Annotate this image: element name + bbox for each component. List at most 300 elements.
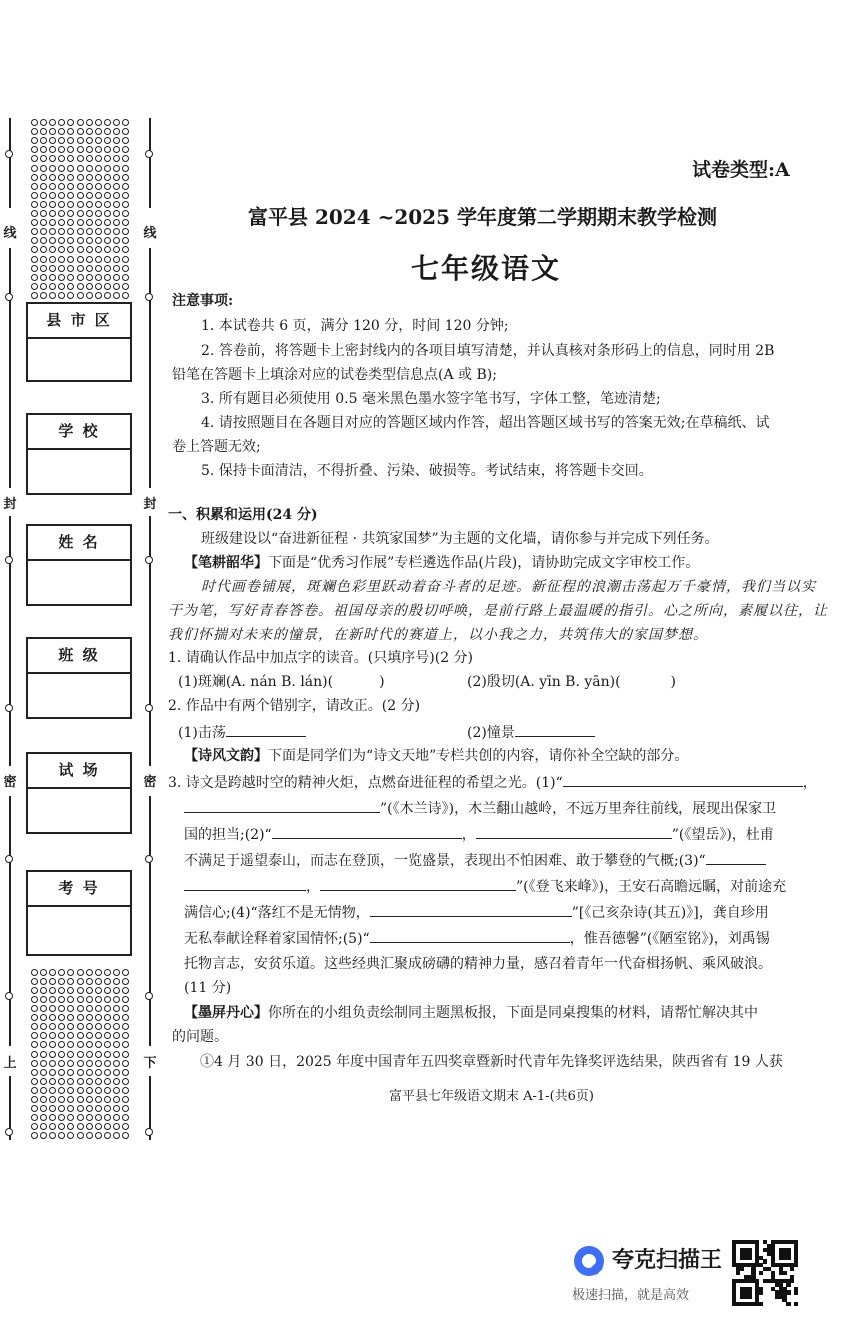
seal-dot	[49, 210, 56, 217]
seal-dot	[104, 128, 111, 135]
qr-module	[794, 1263, 798, 1267]
seal-dot	[31, 1051, 38, 1058]
seal-dot-pattern-top	[30, 118, 130, 300]
qr-module	[759, 1271, 763, 1275]
answer-blank[interactable]	[370, 928, 570, 943]
seal-dot	[31, 978, 38, 985]
question-3-line: (11 分)	[184, 980, 232, 996]
seal-dot	[113, 219, 120, 226]
qr-module	[748, 1256, 752, 1260]
class-field[interactable]	[26, 637, 132, 719]
seal-dot	[77, 1132, 84, 1139]
note-item: 4. 请按照题目在各题目对应的答题区域内作答，超出答题区域书写的答案无效;在草稿纸、试	[201, 415, 770, 431]
seal-dot	[113, 183, 120, 190]
seal-dot	[122, 174, 129, 181]
seal-dot	[95, 146, 102, 153]
seal-dot	[58, 119, 65, 126]
task-2	[184, 746, 688, 766]
seal-dot	[113, 246, 120, 253]
seal-dot	[49, 1105, 56, 1112]
seal-dot	[49, 1005, 56, 1012]
seal-dot	[122, 265, 129, 272]
inner-seal-line	[149, 796, 151, 1046]
seal-dot	[40, 1032, 47, 1039]
seal-dot	[58, 155, 65, 162]
seal-dot	[77, 987, 84, 994]
seal-dot	[113, 174, 120, 181]
seal-dot	[86, 1023, 93, 1030]
essay-line: 时代画卷铺展，斑斓色彩里跃动着奋斗者的足迹。新征程的浪潮击荡起万千豪情，我们当以实	[201, 579, 816, 595]
seal-dot	[113, 201, 120, 208]
seal-dot	[77, 969, 84, 976]
seal-dot	[104, 1005, 111, 1012]
seal-dot	[104, 1032, 111, 1039]
note-item: 卷上答题无效;	[172, 439, 261, 455]
seal-dot	[122, 210, 129, 217]
seal-dot	[40, 119, 47, 126]
seal-dot	[40, 128, 47, 135]
seal-dot	[95, 996, 102, 1003]
question-3-text: 无私奉献诠释着家国情怀;(5)“	[184, 931, 370, 947]
inner-mark-line: 线	[143, 226, 157, 241]
question-2: 2. 作品中有两个错别字，请改正。(2 分)	[168, 698, 421, 714]
seal-dot	[113, 128, 120, 135]
county-field[interactable]	[26, 302, 132, 382]
seal-dot	[95, 1005, 102, 1012]
scanner-logo-icon	[574, 1246, 604, 1276]
seal-dot	[95, 1041, 102, 1048]
seal-dot	[49, 228, 56, 235]
seal-dot	[113, 1014, 120, 1021]
seal-dot	[31, 219, 38, 226]
seal-dot	[58, 256, 65, 263]
seal-dot	[77, 1060, 84, 1067]
seal-dot	[95, 155, 102, 162]
seal-dot	[67, 1051, 74, 1058]
outer-seal-line	[9, 796, 11, 1046]
qr-module	[790, 1267, 794, 1271]
seal-dot	[77, 155, 84, 162]
seal-dot	[122, 1078, 129, 1085]
qr-module	[736, 1271, 740, 1275]
seal-dot	[58, 1005, 65, 1012]
seal-dot	[122, 228, 129, 235]
seal-dot	[31, 237, 38, 244]
qr-code-icon	[732, 1240, 798, 1306]
seal-dot	[58, 1123, 65, 1130]
seal-dot	[77, 1051, 84, 1058]
question-3-line: 托物言志，安贫乐道。这些经典汇聚成磅礴的精神力量，感召着青年一代奋楫扬帆、乘风破浪。	[184, 956, 772, 972]
seal-dot	[77, 246, 84, 253]
seal-dot	[104, 192, 111, 199]
seal-dot	[49, 219, 56, 226]
seal-dot	[58, 183, 65, 190]
seal-dot	[49, 1023, 56, 1030]
seal-dot	[95, 987, 102, 994]
exam-title: 富平县 2024 ~2025 学年度第二学期期末教学检测	[248, 205, 717, 229]
seal-dot	[104, 237, 111, 244]
seal-dot	[31, 1069, 38, 1076]
seal-dot	[122, 137, 129, 144]
question-1: 1. 请确认作品中加点字的读音。(只填序号)(2 分)	[168, 650, 474, 666]
seal-dot	[67, 1041, 74, 1048]
seal-dot	[49, 155, 56, 162]
seal-dot	[86, 1051, 93, 1058]
seal-dot	[49, 1123, 56, 1130]
seal-dot	[58, 219, 65, 226]
seal-dot	[113, 137, 120, 144]
seal-dot	[40, 274, 47, 281]
exam-number-field[interactable]	[26, 870, 132, 956]
qr-module	[786, 1256, 790, 1260]
inner-mark-seal: 封	[143, 497, 157, 512]
question-3-line	[184, 902, 769, 923]
seal-dot	[77, 228, 84, 235]
question-3-text: 满信心;(4)“落红不是无情物，	[184, 905, 370, 921]
school-field[interactable]	[26, 413, 132, 495]
seal-dot	[40, 1069, 47, 1076]
seal-dot	[113, 1078, 120, 1085]
seal-dot	[31, 1087, 38, 1094]
seal-dot	[49, 265, 56, 272]
seal-dot	[122, 1051, 129, 1058]
seal-dot	[67, 137, 74, 144]
seal-dot	[113, 256, 120, 263]
seal-dot	[31, 137, 38, 144]
seal-dot	[49, 1087, 56, 1094]
seal-dot	[86, 1105, 93, 1112]
qr-module	[790, 1279, 794, 1283]
seal-dot	[40, 192, 47, 199]
seal-dot	[67, 1105, 74, 1112]
seal-dot	[113, 969, 120, 976]
task-2-text: 下面是同学们为“诗文天地”专栏共创的内容，请你补全空缺的部分。	[268, 748, 689, 764]
task-1	[184, 553, 699, 573]
seal-dot	[86, 183, 93, 190]
seal-dot	[86, 987, 93, 994]
seal-dot	[122, 165, 129, 172]
seal-dot	[58, 274, 65, 281]
seal-dot	[31, 210, 38, 217]
seal-dot	[104, 1123, 111, 1130]
seal-dot	[77, 137, 84, 144]
seal-dot	[67, 978, 74, 985]
seal-dot	[67, 265, 74, 272]
seal-dot	[49, 128, 56, 135]
seal-dot	[40, 265, 47, 272]
seal-dot	[58, 192, 65, 199]
answer-blank[interactable]	[184, 798, 380, 813]
seal-dot	[86, 1078, 93, 1085]
seal-dot	[104, 210, 111, 217]
seal-dot	[58, 1105, 65, 1112]
seal-dot	[67, 228, 74, 235]
question-3-line	[184, 928, 770, 949]
seal-dot	[104, 1014, 111, 1021]
seal-dot	[122, 1087, 129, 1094]
qr-module	[786, 1290, 790, 1294]
seal-dot	[113, 996, 120, 1003]
seal-dot	[58, 969, 65, 976]
seal-dot	[95, 1123, 102, 1130]
seal-dot	[31, 192, 38, 199]
seal-dot	[104, 174, 111, 181]
answer-blank[interactable]	[563, 772, 803, 787]
seal-dot	[104, 1051, 111, 1058]
seal-dot	[113, 1069, 120, 1076]
note-item: 铅笔在答题卡上填涂对应的试卷类型信息点(A 或 B);	[172, 367, 497, 383]
seal-dot	[86, 119, 93, 126]
seal-dot	[49, 283, 56, 290]
seal-dot	[49, 237, 56, 244]
seal-dot	[77, 1014, 84, 1021]
question-2-item-2-text: (2)憧景	[467, 725, 515, 741]
seal-dot	[104, 265, 111, 272]
seal-circle	[5, 992, 13, 1000]
seal-dot	[95, 292, 102, 299]
seal-dot	[122, 219, 129, 226]
subject-title: 七年级语文	[411, 252, 562, 285]
seal-dot	[77, 1096, 84, 1103]
seal-dot	[40, 1123, 47, 1130]
seal-dot	[95, 1032, 102, 1039]
seal-dot	[104, 969, 111, 976]
county-field-label: 县 市 区	[28, 304, 130, 339]
seal-dot	[67, 192, 74, 199]
answer-blank[interactable]	[476, 824, 672, 839]
outer-seal-line	[9, 516, 11, 766]
seal-dot	[49, 1032, 56, 1039]
seal-dot	[104, 1041, 111, 1048]
question-3-text: ”(《望岳》)，杜甫	[671, 827, 774, 843]
question-3-text: 不满足于遥望泰山，而志在登顶，一览盛景，表现出不怕困难、敢于攀登的气概;(3)“	[184, 853, 706, 869]
seal-dot	[58, 1014, 65, 1021]
outer-mark-up: 上	[3, 1056, 17, 1071]
seal-dot	[113, 237, 120, 244]
seal-dot	[95, 1087, 102, 1094]
seal-circle	[145, 556, 153, 564]
seal-dot	[77, 996, 84, 1003]
question-1-item-2[interactable]	[467, 672, 676, 692]
answer-blank[interactable]	[370, 902, 572, 917]
answer-blank[interactable]	[706, 850, 766, 865]
seal-dot	[95, 1105, 102, 1112]
exam-room-field[interactable]	[26, 752, 132, 834]
answer-blank[interactable]	[272, 824, 462, 839]
seal-circle	[5, 556, 13, 564]
inner-seal-line	[149, 516, 151, 766]
seal-dot	[113, 274, 120, 281]
seal-dot	[104, 274, 111, 281]
qr-module	[740, 1267, 744, 1271]
qr-module	[748, 1294, 752, 1298]
seal-dot	[67, 1123, 74, 1130]
seal-dot	[31, 1114, 38, 1121]
seal-dot	[40, 1087, 47, 1094]
seal-dot	[40, 292, 47, 299]
seal-dot	[122, 1060, 129, 1067]
seal-dot	[31, 1023, 38, 1030]
outer-mark-line: 线	[3, 226, 17, 241]
seal-dot	[86, 256, 93, 263]
seal-dot	[67, 237, 74, 244]
seal-dot	[31, 987, 38, 994]
seal-dot	[122, 283, 129, 290]
seal-dot	[95, 183, 102, 190]
seal-dot	[58, 265, 65, 272]
question-3-line: 3. 诗文是跨越时空的精神火炬，点燃奋进征程的希望之光。(1)“ ，	[168, 772, 817, 793]
answer-blank[interactable]	[226, 722, 306, 737]
seal-dot	[67, 1014, 74, 1021]
seal-dot	[67, 219, 74, 226]
seal-dot	[49, 183, 56, 190]
seal-dot	[104, 1023, 111, 1030]
page-footer: 富平县七年级语文期末 A-1-(共6页)	[389, 1089, 594, 1104]
seal-dot	[77, 292, 84, 299]
task-3	[184, 1003, 758, 1023]
seal-dot	[67, 1023, 74, 1030]
seal-dot	[95, 969, 102, 976]
seal-dot	[86, 292, 93, 299]
seal-dot	[77, 1114, 84, 1121]
seal-dot	[95, 128, 102, 135]
seal-dot	[40, 1023, 47, 1030]
seal-dot	[40, 1132, 47, 1139]
seal-dot	[40, 137, 47, 144]
note-item: 3. 所有题目必须使用 0.5 毫米黑色墨水签字笔书写，字体工整，笔迹清楚;	[201, 391, 661, 407]
seal-dot	[58, 1051, 65, 1058]
seal-dot	[95, 246, 102, 253]
seal-dot	[95, 228, 102, 235]
seal-dot	[77, 210, 84, 217]
seal-dot	[95, 283, 102, 290]
seal-dot	[122, 119, 129, 126]
seal-dot	[95, 210, 102, 217]
seal-dot	[86, 1087, 93, 1094]
seal-dot	[113, 119, 120, 126]
seal-dot	[77, 174, 84, 181]
seal-dot	[67, 1032, 74, 1039]
seal-dot	[104, 1060, 111, 1067]
seal-dot	[58, 1041, 65, 1048]
seal-dot	[40, 1041, 47, 1048]
seal-dot	[31, 1105, 38, 1112]
seal-dot	[86, 155, 93, 162]
seal-dot	[58, 283, 65, 290]
qr-module	[782, 1271, 786, 1275]
essay-line: 我们怀揣对未来的憧景，在新时代的赛道上，以小我之力，共筑伟大的家国梦想。	[168, 627, 708, 643]
seal-dot	[86, 165, 93, 172]
seal-circle	[145, 150, 153, 158]
seal-dot	[122, 1123, 129, 1130]
seal-dot	[122, 1023, 129, 1030]
seal-dot	[122, 1132, 129, 1139]
question-2-item-1[interactable]	[178, 722, 306, 743]
name-field[interactable]	[26, 524, 132, 606]
seal-circle	[5, 293, 13, 301]
question-1-item-2-text: (2)殷切(A. yīn B. yān)(	[467, 674, 621, 690]
seal-dot	[49, 246, 56, 253]
seal-dot	[113, 165, 120, 172]
seal-dot	[58, 201, 65, 208]
seal-dot	[49, 192, 56, 199]
seal-dot	[49, 137, 56, 144]
inner-seal-line	[149, 248, 151, 488]
class-field-label: 班 级	[28, 639, 130, 674]
seal-dot	[113, 1123, 120, 1130]
question-2-item-2[interactable]	[467, 722, 595, 743]
seal-dot	[104, 1132, 111, 1139]
seal-dot	[67, 1060, 74, 1067]
seal-dot	[122, 1014, 129, 1021]
seal-dot	[40, 228, 47, 235]
seal-dot	[40, 978, 47, 985]
seal-dot	[58, 1096, 65, 1103]
seal-dot	[86, 219, 93, 226]
seal-dot	[95, 219, 102, 226]
seal-circle	[145, 855, 153, 863]
seal-dot	[49, 146, 56, 153]
school-field-label: 学 校	[28, 415, 130, 450]
seal-dot	[67, 210, 74, 217]
note-item: 2. 答卷前，将答题卡上密封线内的各项目填写清楚，并认真核对条形码上的信息，同时用 2B	[201, 343, 775, 359]
seal-dot	[104, 165, 111, 172]
seal-dot	[58, 987, 65, 994]
seal-dot	[67, 987, 74, 994]
seal-dot	[67, 183, 74, 190]
qr-module	[794, 1302, 798, 1306]
seal-dot	[58, 237, 65, 244]
answer-blank[interactable]	[184, 876, 306, 891]
seal-dot	[58, 1087, 65, 1094]
seal-dot	[40, 237, 47, 244]
seal-dot	[95, 1060, 102, 1067]
seal-dot	[122, 1105, 129, 1112]
seal-dot	[86, 237, 93, 244]
seal-dot	[67, 165, 74, 172]
seal-dot	[86, 1014, 93, 1021]
seal-dot	[31, 128, 38, 135]
question-1-item-1-text: (1)斑斓(A. nán B. lán)(	[178, 674, 334, 690]
seal-dot	[31, 1060, 38, 1067]
seal-dot	[86, 1032, 93, 1039]
seal-circle	[5, 704, 13, 712]
seal-dot	[58, 292, 65, 299]
question-1-item-1[interactable]	[178, 672, 385, 692]
qr-module	[786, 1302, 790, 1306]
answer-blank[interactable]	[515, 722, 595, 737]
seal-dot	[31, 1078, 38, 1085]
seal-dot	[40, 165, 47, 172]
seal-dot	[49, 1096, 56, 1103]
seal-dot	[58, 1114, 65, 1121]
seal-circle	[145, 992, 153, 1000]
seal-dot	[67, 1087, 74, 1094]
seal-dot	[40, 1105, 47, 1112]
seal-dot	[113, 292, 120, 299]
exam-room-field-label: 试 场	[28, 754, 130, 789]
paper-type: 试卷类型:A	[692, 159, 790, 181]
scanner-watermark	[572, 1240, 812, 1310]
task-3-text: 你所在的小组负责绘制同主题黑板报，下面是同桌搜集的材料，请帮忙解决其中	[268, 1005, 758, 1021]
answer-blank[interactable]	[320, 876, 516, 891]
seal-dot	[86, 1114, 93, 1121]
seal-dot	[95, 274, 102, 281]
seal-dot	[86, 1069, 93, 1076]
section-heading: 一、积累和运用(24 分)	[168, 507, 318, 523]
seal-dot	[95, 137, 102, 144]
seal-dot	[67, 119, 74, 126]
